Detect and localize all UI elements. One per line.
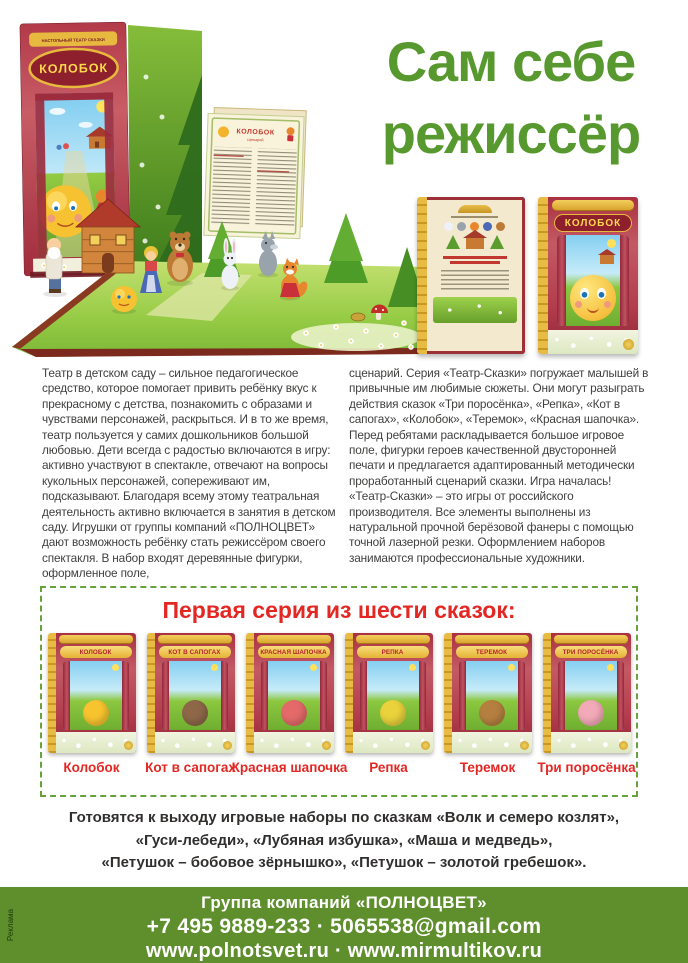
series-box-scene (558, 661, 624, 730)
script-card (204, 107, 306, 238)
box-banner-text: НАСТОЛЬНЫЙ ТЕАТР СКАЗКИ (41, 36, 105, 44)
gold-banner (59, 635, 133, 644)
character-illustration (182, 700, 208, 726)
logo-badge (623, 339, 634, 350)
upcoming-line3: «Петушок – бобовое зёрнышко», «Петушок – золотой гребешок». (101, 854, 587, 871)
box-back-side (417, 197, 525, 354)
series-item (48, 633, 136, 775)
gold-banner (455, 635, 529, 644)
sun-icon (310, 664, 317, 671)
box-spine (147, 633, 155, 753)
series-box-title: КОТ В САПОГАХ (159, 646, 231, 658)
article-column-1: Театр в детском саду – сильное педагогическое средство, которое помогает привить ребёнку вкус к прекрасному с детства, познакомить с образами и чувствами персонажей, раскрыться. И в то же время, театр пользуется у самих дошкольников большой любовью. Дети всегда с радостью включаются в игру: активно участвуют в спектакле, отвечают на вопросы кукольных персонажей, сопереживают им, подсказывают. Благодаря всему этому театральная деятельность активно включается в занятия в детском саду. Игрушки от группы компаний «ПОЛНОЦВЕТ» дают возможность ребёнку стать режиссёром своего спектакля. В набор входят деревянные фигурки, оформленное поле, (42, 366, 336, 581)
series-heading: Первая серия из шести сказок: (162, 597, 516, 623)
kolobok-character (570, 275, 616, 321)
back-text-lines (443, 254, 507, 266)
footer (0, 887, 688, 963)
sun-icon (508, 664, 515, 671)
box-spine (543, 633, 551, 753)
websites: www.polnotsvet.ru · www.mirmultikov.ru (145, 940, 543, 962)
series-item (444, 633, 532, 775)
logo-badge (322, 741, 331, 750)
series-box-scene (63, 661, 129, 730)
series-item-label: Три поросёнка (537, 760, 636, 775)
box-spine (246, 633, 254, 753)
house-icon (600, 255, 614, 264)
box-spine (417, 197, 427, 354)
series-section (40, 586, 638, 797)
upcoming-line1: Готовятся к выходу игровые наборы по сказкам «Волк и семеро козлят», (68, 809, 620, 826)
script-title-text: КОЛОБОК (236, 128, 275, 137)
ad-marker-label: Реклама (6, 908, 15, 942)
character-illustration (578, 700, 604, 726)
logo-badge (520, 741, 529, 750)
gold-banner (552, 200, 634, 211)
series-box-title: ТРИ ПОРОСЁНКА (555, 646, 627, 658)
series-item-label: Колобок (63, 760, 120, 775)
series-item (231, 633, 348, 775)
upcoming-line2: «Гуси-лебеди», «Лубяная избушка», «Маша и медведь», (135, 831, 553, 849)
series-item (345, 633, 433, 775)
series-box-scene (459, 661, 525, 730)
company-name: Группа компаний «ПОЛНОЦВЕТ» (201, 893, 487, 912)
ad-marker (6, 887, 15, 963)
scene-thumbnails (446, 235, 504, 249)
logo-badge (421, 741, 430, 750)
page-title-line1: Сам себе (386, 30, 636, 93)
box-spine (444, 633, 452, 753)
product-boxes (417, 197, 638, 354)
series-box-cover (48, 633, 136, 753)
sun-icon (211, 664, 218, 671)
product-photo (6, 14, 426, 358)
arch-ornament (458, 205, 492, 213)
box-scene (557, 235, 629, 326)
series-item-label: Красная шапочка (231, 760, 348, 775)
series-item-label: Теремок (459, 760, 516, 775)
phone-email: +7 495 9889-233 · 5065538@gmail.com (146, 915, 542, 938)
box-spine (538, 197, 548, 354)
gold-banner (257, 635, 331, 644)
series-box-title: РЕПКА (357, 646, 429, 658)
series-box-title: КОЛОБОК (60, 646, 132, 658)
series-item-label: Кот в сапогах (145, 760, 236, 775)
character-illustration (479, 700, 505, 726)
theater-set-illustration (6, 14, 426, 358)
character-illustration (380, 700, 406, 726)
sun-icon (607, 239, 616, 248)
series-box-cover (345, 633, 433, 753)
box-title-text: КОЛОБОК (39, 60, 109, 77)
logo-badge (619, 741, 628, 750)
gold-banner (554, 635, 628, 644)
series-item (537, 633, 636, 775)
gold-banner (158, 635, 232, 644)
field-thumbnail (433, 297, 517, 323)
article-column-2: сценарий. Серия «Театр-Сказки» погружает малышей в привычные им любимые сюжеты. Они могут разыграть действия сказок «Три поросёнка», «Репка», «Кот в сапогах», «Колобок», «Теремок», «Красная шапочка». Перед ребятами раскладывается большое игровое поле, фигурки героев качественной двусторонней печати и предлагается адаптированный методически проработанный сценарий сказки. Игра началась! «Театр-Сказки» – это игры от российского производителя. Все элементы выполнены из натуральной прочной берёзовой фанеры с помощью точной лазерной резки. Оформлением наборов занимаются профессиональные художники. (349, 366, 649, 565)
series-box-cover (246, 633, 334, 753)
character-illustration (281, 700, 307, 726)
sun-icon (607, 664, 614, 671)
box-spine (48, 633, 56, 753)
series-box-scene (162, 661, 228, 730)
box-front-side (538, 197, 638, 354)
series-box-cover (543, 633, 631, 753)
character-illustration (83, 700, 109, 726)
series-box-title: КРАСНАЯ ШАПОЧКА (258, 646, 330, 658)
upcoming-titles (0, 807, 688, 875)
series-item (147, 633, 235, 775)
series-box-scene (261, 661, 327, 730)
page-title-line2: режиссёр (381, 101, 641, 165)
series-item-label: Репка (369, 760, 408, 775)
logo-badge (124, 741, 133, 750)
series-box-scene (360, 661, 426, 730)
series-box-cover (147, 633, 235, 753)
sun-icon (409, 664, 416, 671)
gold-banner (356, 635, 430, 644)
series-row (42, 633, 636, 775)
script-subtitle-text: сценарий (246, 137, 264, 143)
series-box-cover (444, 633, 532, 753)
logo-badge (223, 741, 232, 750)
series-box-title: ТЕРЕМОК (456, 646, 528, 658)
box-spine (345, 633, 353, 753)
sun-icon (112, 664, 119, 671)
box-title: КОЛОБОК (554, 214, 632, 232)
